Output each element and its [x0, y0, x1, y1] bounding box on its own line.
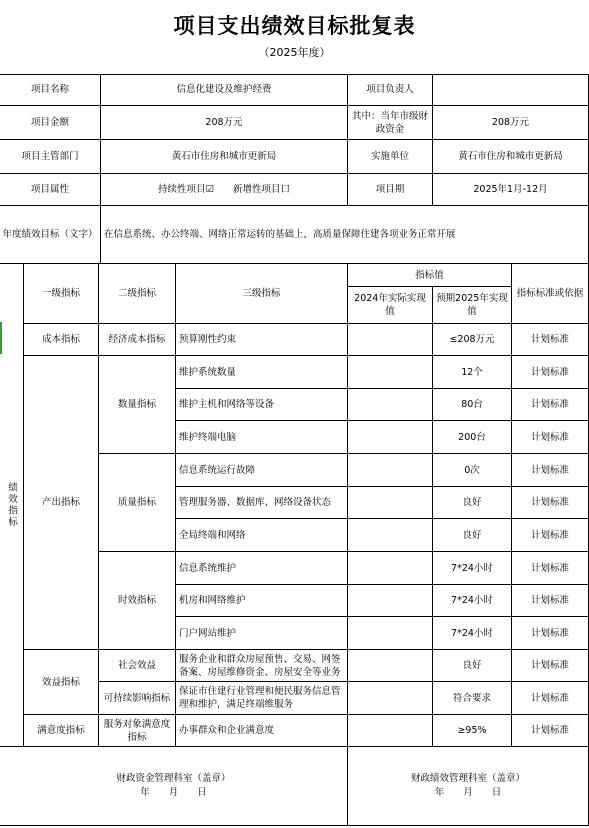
level1-output: 产出指标	[24, 356, 99, 650]
project-attribute-value: 持续性项目☑ 新增性项目口	[101, 174, 348, 206]
page-title: 项目支出绩效目标批复表	[173, 14, 416, 38]
project-attribute-label: 项目属性	[0, 174, 101, 206]
annual-goal-label: 年度绩效目标（文字）	[0, 206, 101, 264]
indicator-standard: 计划标准	[512, 356, 589, 389]
indicator-standard: 计划标准	[512, 421, 589, 454]
project-amount-label: 项目金额	[0, 106, 101, 140]
finance-fund-office-seal: 财政资金管理科室（盖章）	[116, 773, 231, 784]
project-name-value: 信息化建设及维护经费	[101, 74, 348, 106]
indicator-actual-2024	[348, 356, 433, 389]
implementing-unit-value: 黄石市住房和城市更新局	[433, 140, 589, 174]
indicator-actual-2024	[348, 617, 433, 650]
level2-quality: 质量指标	[99, 454, 176, 552]
page-subtitle: （2025年度）	[258, 46, 331, 59]
indicator-level3: 机房和网络维护	[176, 585, 348, 617]
indicator-standard: 计划标准	[512, 487, 589, 519]
indicator-expected-2025: 良好	[433, 650, 512, 682]
indicator-level3: 门户网站维护	[176, 617, 348, 650]
indicator-level3: 服务企业和群众房屋预售、交易、网签备案、房屋维修资金、房屋安全等业务	[176, 650, 348, 682]
approval-table	[0, 74, 589, 826]
indicator-level3: 预算刚性约束	[176, 324, 348, 356]
indicator-standard: 计划标准	[512, 617, 589, 650]
indicator-level3: 维护终端电脑	[176, 421, 348, 454]
indicator-actual-2024	[348, 682, 433, 715]
indicator-actual-2024	[348, 421, 433, 454]
indicator-level3: 维护系统数量	[176, 356, 348, 389]
signature-left-cell	[0, 747, 348, 826]
indicator-standard: 计划标准	[512, 650, 589, 682]
indicator-actual-2024	[348, 324, 433, 356]
indicator-actual-2024	[348, 585, 433, 617]
indicator-expected-2025: 7*24小时	[433, 585, 512, 617]
level2-economic-cost: 经济成本指标	[99, 324, 176, 356]
indicator-standard: 计划标准	[512, 389, 589, 421]
level1-header: 一级指标	[24, 264, 99, 324]
level1-benefit: 效益指标	[24, 650, 99, 715]
indicator-actual-2024	[348, 552, 433, 585]
signature-right-cell	[348, 747, 589, 826]
indicator-level3: 维护主机和网络等设备	[176, 389, 348, 421]
indicator-expected-2025: 80台	[433, 389, 512, 421]
level2-timeliness: 时效指标	[99, 552, 176, 650]
indicator-expected-2025: 7*24小时	[433, 552, 512, 585]
finance-fund-office-date: 年 月 日	[140, 787, 207, 798]
implementing-unit-label: 实施单位	[348, 140, 433, 174]
indicator-expected-2025: 12个	[433, 356, 512, 389]
level1-satisfaction: 满意度指标	[24, 715, 99, 747]
level2-header: 二级指标	[99, 264, 176, 324]
indicator-actual-2024	[348, 487, 433, 519]
indicator-standard: 计划标准	[512, 454, 589, 487]
project-amount-value: 208万元	[101, 106, 348, 140]
performance-office-seal: 财政绩效管理科室（盖章）	[410, 773, 525, 784]
level2-social: 社会效益	[99, 650, 176, 682]
indicator-expected-2025: 200台	[433, 421, 512, 454]
indicator-expected-2025: 符合要求	[433, 682, 512, 715]
indicator-expected-2025: 7*24小时	[433, 617, 512, 650]
indicator-level3: 全局终端和网络	[176, 519, 348, 552]
indicator-level3: 信息系统维护	[176, 552, 348, 585]
performance-office-date: 年 月 日	[434, 787, 502, 798]
standard-header: 指标标准或依据	[512, 264, 589, 324]
indicator-level3: 管理服务器、数据库、网络设备状态	[176, 487, 348, 519]
indicator-standard: 计划标准	[512, 519, 589, 552]
actual-2024-header: 2024年实际实现值	[348, 287, 433, 324]
level2-quantity: 数量指标	[99, 356, 176, 454]
annual-goal-value: 在信息系统、办公终端、网络正常运转的基础上，高质量保障住建各项业务正常开展	[101, 206, 589, 264]
project-period-label: 项目期	[348, 174, 433, 206]
indicator-level3: 办事群众和企业满意度	[176, 715, 348, 747]
indicator-expected-2025: ≤208万元	[433, 324, 512, 356]
project-leader-value	[433, 74, 589, 106]
indicator-expected-2025: ≥95%	[433, 715, 512, 747]
level1-cost: 成本指标	[24, 324, 99, 356]
level2-sustainable: 可持续影响指标	[99, 682, 176, 715]
fiscal-fund-value: 208万元	[433, 106, 589, 140]
level2-service-satisfaction: 服务对象满意度指标	[99, 715, 176, 747]
indicator-level3: 信息系统运行故障	[176, 454, 348, 487]
indicator-actual-2024	[348, 650, 433, 682]
indicator-value-header: 指标值	[348, 264, 512, 287]
expected-2025-header: 预期2025年实现值	[433, 287, 512, 324]
fiscal-fund-label: 其中：当年市级财政资金	[348, 106, 433, 140]
indicator-standard: 计划标准	[512, 552, 589, 585]
indicator-level3: 保证市住建行业管理和便民服务信息管理和维护，满足终端维服务	[176, 682, 348, 715]
project-leader-label: 项目负责人	[348, 74, 433, 106]
indicator-actual-2024	[348, 715, 433, 747]
indicator-expected-2025: 0次	[433, 454, 512, 487]
indicator-actual-2024	[348, 454, 433, 487]
indicator-actual-2024	[348, 519, 433, 552]
indicator-expected-2025: 良好	[433, 519, 512, 552]
indicator-standard: 计划标准	[512, 585, 589, 617]
indicator-standard: 计划标准	[512, 324, 589, 356]
performance-indicators-label: 绩效指标	[0, 264, 24, 747]
indicator-standard: 计划标准	[512, 682, 589, 715]
project-name-label: 项目名称	[0, 74, 101, 106]
supervising-dept-label: 项目主管部门	[0, 140, 101, 174]
indicator-expected-2025: 良好	[433, 487, 512, 519]
project-period-value: 2025年1月-12月	[433, 174, 589, 206]
indicator-standard: 计划标准	[512, 715, 589, 747]
indicator-actual-2024	[348, 389, 433, 421]
supervising-dept-value: 黄石市住房和城市更新局	[101, 140, 348, 174]
level3-header: 三级指标	[176, 264, 348, 324]
